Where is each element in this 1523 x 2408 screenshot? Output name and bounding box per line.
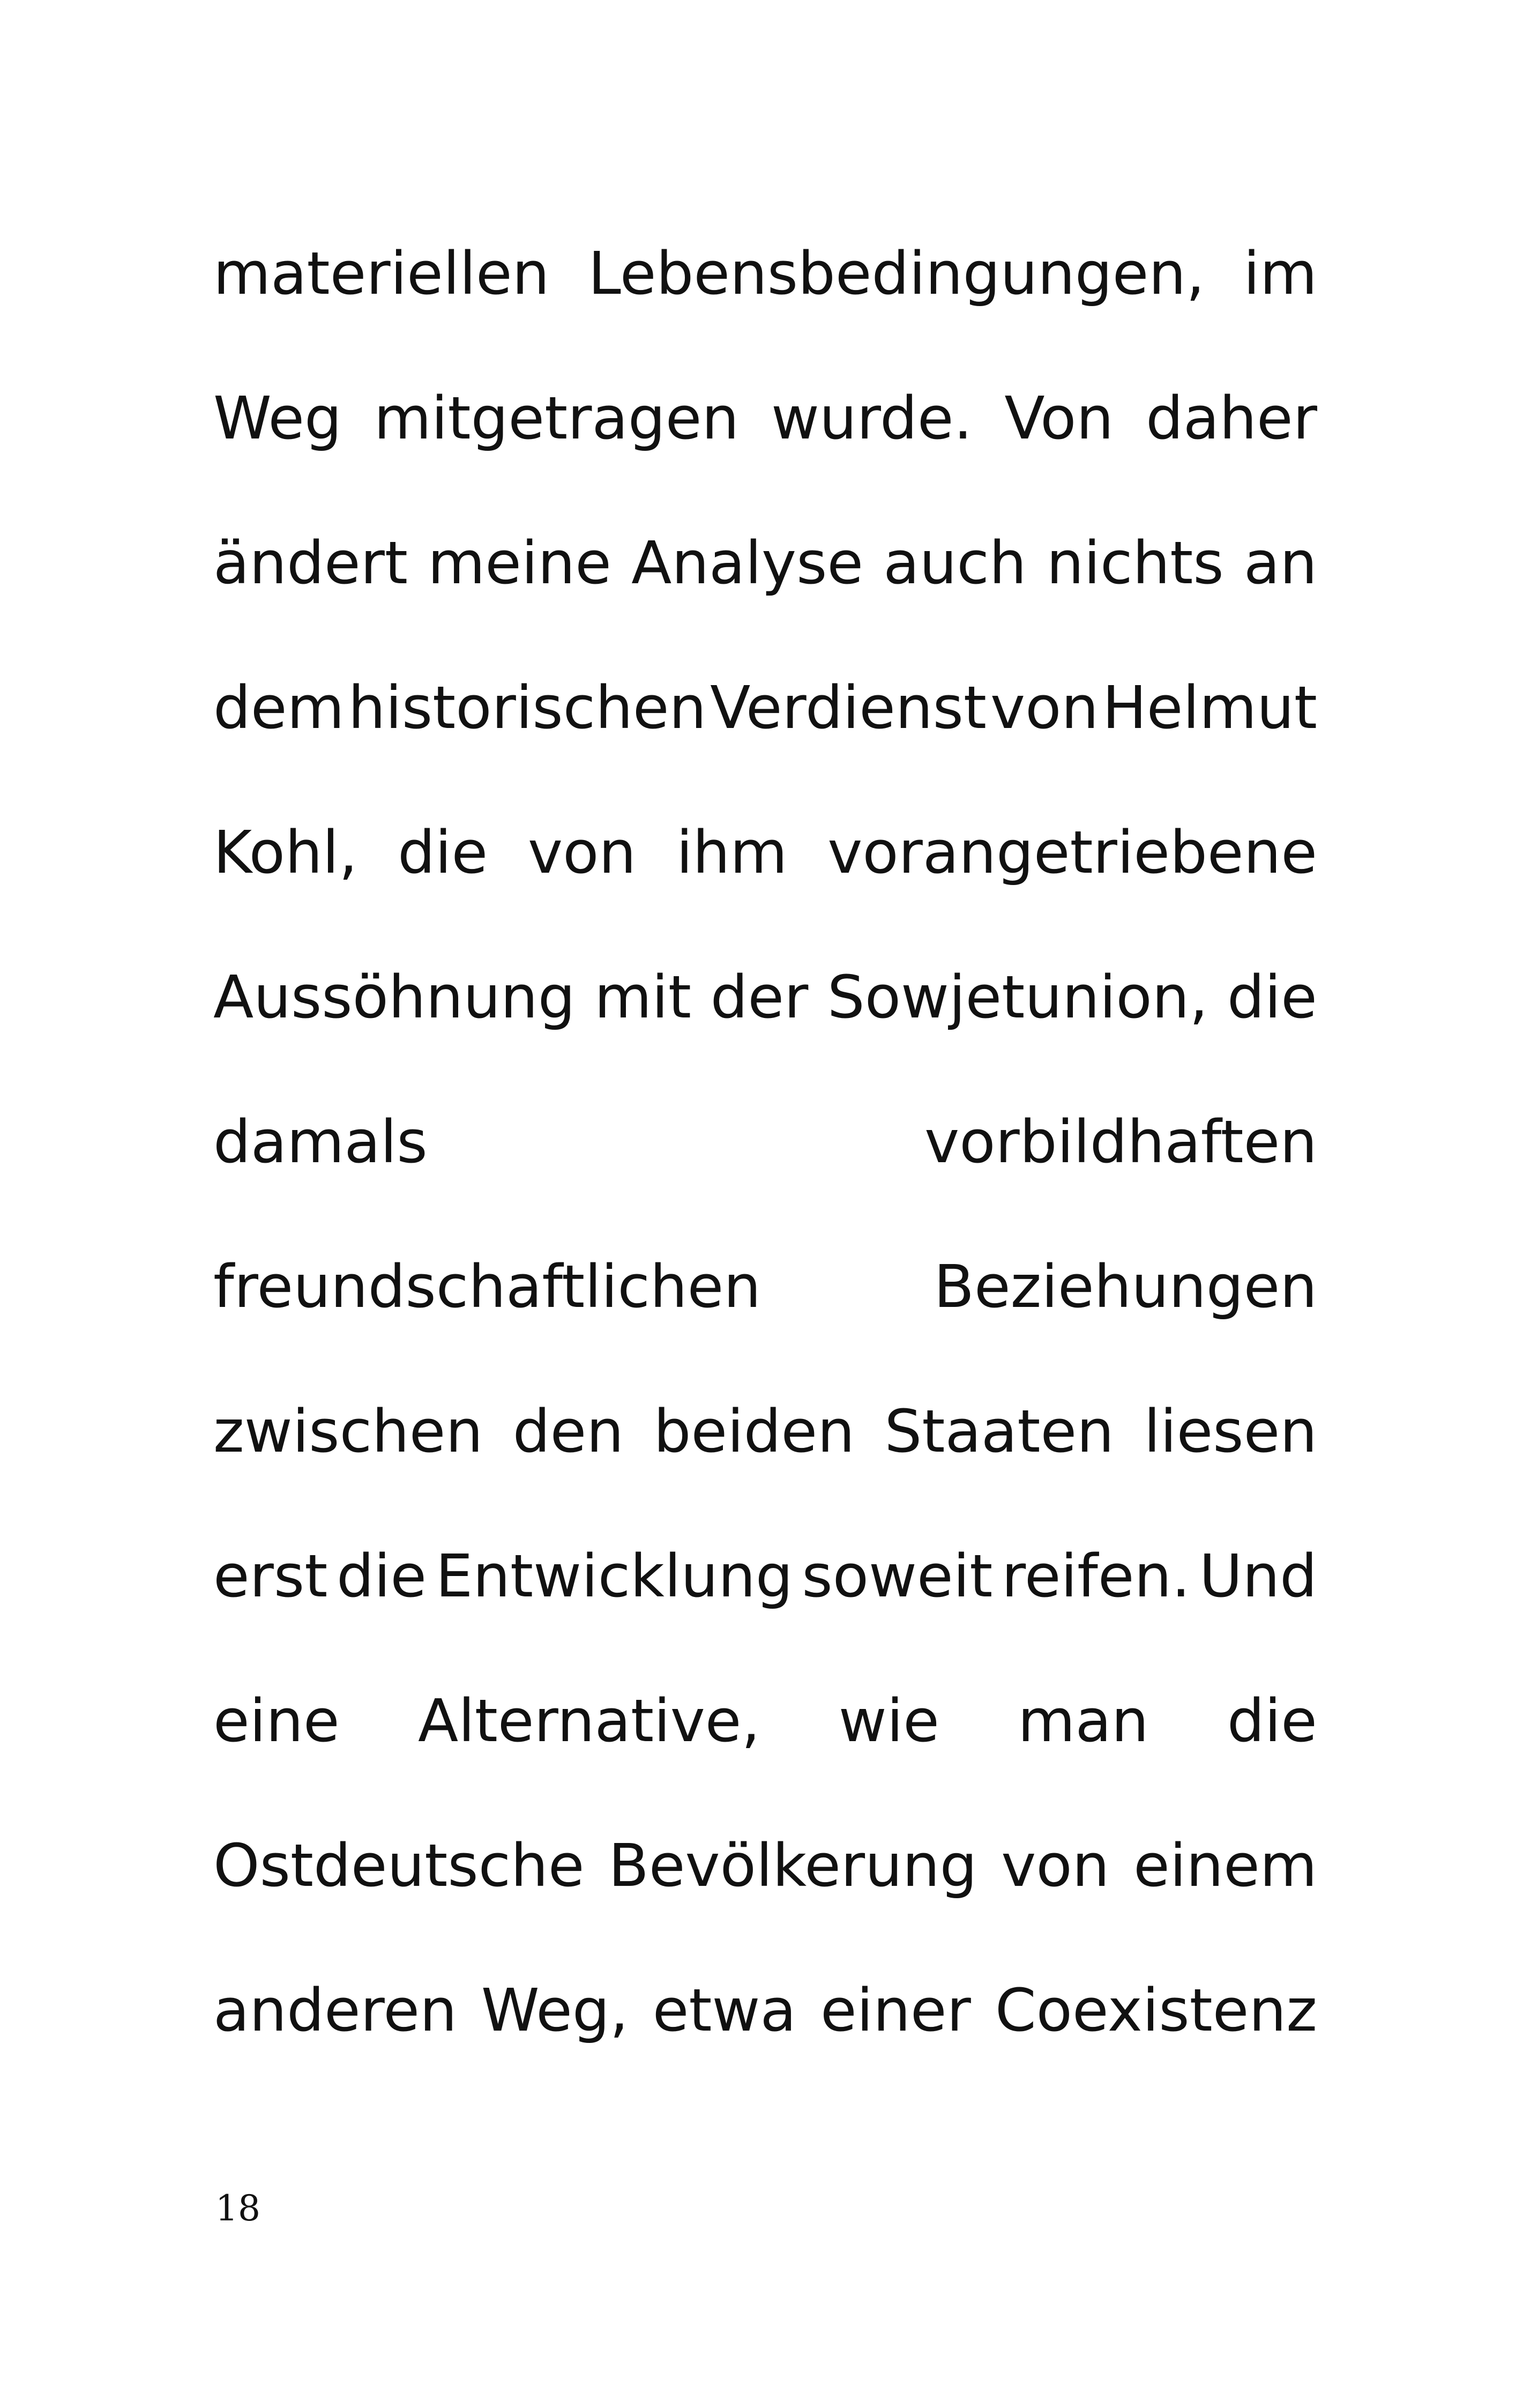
word: der — [710, 963, 809, 1031]
word: wurde. — [771, 384, 973, 452]
text-line — [213, 1396, 1317, 1541]
word: wie — [838, 1686, 939, 1755]
word: liesen — [1144, 1397, 1317, 1466]
word: Analyse — [631, 529, 864, 597]
page-number: 18 — [215, 2188, 260, 2229]
word: Beziehungen — [934, 1252, 1317, 1321]
word: Alternative, — [417, 1686, 760, 1755]
word: anderen — [213, 1976, 457, 2045]
word: zwischen — [213, 1397, 483, 1466]
word: Sowjetunion, — [827, 963, 1208, 1031]
text-line — [213, 1686, 1317, 1831]
body-text — [213, 239, 1317, 2120]
word: eine — [213, 1686, 340, 1755]
word: man — [1018, 1686, 1149, 1755]
word: an — [1243, 529, 1317, 597]
word: von — [990, 673, 1099, 742]
word: Und — [1199, 1542, 1317, 1610]
word: Coexistenz — [995, 1976, 1317, 2045]
text-line — [213, 383, 1317, 528]
text-line — [213, 673, 1317, 817]
text-line — [213, 1252, 1317, 1396]
word: die — [337, 1542, 427, 1610]
word: Weg, — [481, 1976, 629, 2045]
word: die — [398, 818, 488, 887]
word: historischen — [348, 673, 707, 742]
word: vorangetriebene — [827, 818, 1317, 887]
text-line — [213, 239, 1317, 383]
word: meine — [428, 529, 611, 597]
word: Aussöhnung — [213, 963, 576, 1031]
word: daher — [1146, 384, 1317, 452]
word: Von — [1004, 384, 1114, 452]
word: Bevölkerung — [608, 1831, 977, 1900]
word: im — [1243, 239, 1317, 308]
word: soweit — [802, 1542, 993, 1610]
word: die — [1227, 1686, 1317, 1755]
word: ändert — [213, 529, 408, 597]
word: Staaten — [884, 1397, 1114, 1466]
text-line — [213, 1107, 1317, 1252]
text-line — [213, 962, 1317, 1107]
word: ihm — [676, 818, 788, 887]
word: dem — [213, 673, 345, 742]
word: Ostdeutsche — [213, 1831, 585, 1900]
word: den — [512, 1397, 624, 1466]
text-line — [213, 1831, 1317, 1975]
word: Weg — [213, 384, 342, 452]
word: reifen. — [1002, 1542, 1191, 1610]
text-line — [213, 817, 1317, 962]
word: von — [527, 818, 637, 887]
word: mitgetragen — [374, 384, 740, 452]
word: beiden — [653, 1397, 855, 1466]
word: vorbildhaften — [924, 1108, 1317, 1176]
word: einer — [820, 1976, 971, 2045]
word: freundschaftlichen — [213, 1252, 762, 1321]
word: die — [1227, 963, 1317, 1031]
word: Entwicklung — [435, 1542, 793, 1610]
word: einem — [1133, 1831, 1317, 1900]
word: nichts — [1046, 529, 1224, 597]
word: Kohl, — [213, 818, 358, 887]
word: mit — [594, 963, 692, 1031]
word: auch — [883, 529, 1027, 597]
text-line — [213, 528, 1317, 673]
text-line — [213, 1975, 1317, 2120]
word: materiellen — [213, 239, 550, 308]
word: von — [1001, 1831, 1110, 1900]
word: Helmut — [1102, 673, 1317, 742]
word: damals — [213, 1108, 428, 1176]
word: Verdienst — [710, 673, 987, 742]
word: erst — [213, 1542, 328, 1610]
word: Lebensbedingungen, — [588, 239, 1205, 308]
text-line — [213, 1541, 1317, 1686]
word: etwa — [652, 1976, 796, 2045]
